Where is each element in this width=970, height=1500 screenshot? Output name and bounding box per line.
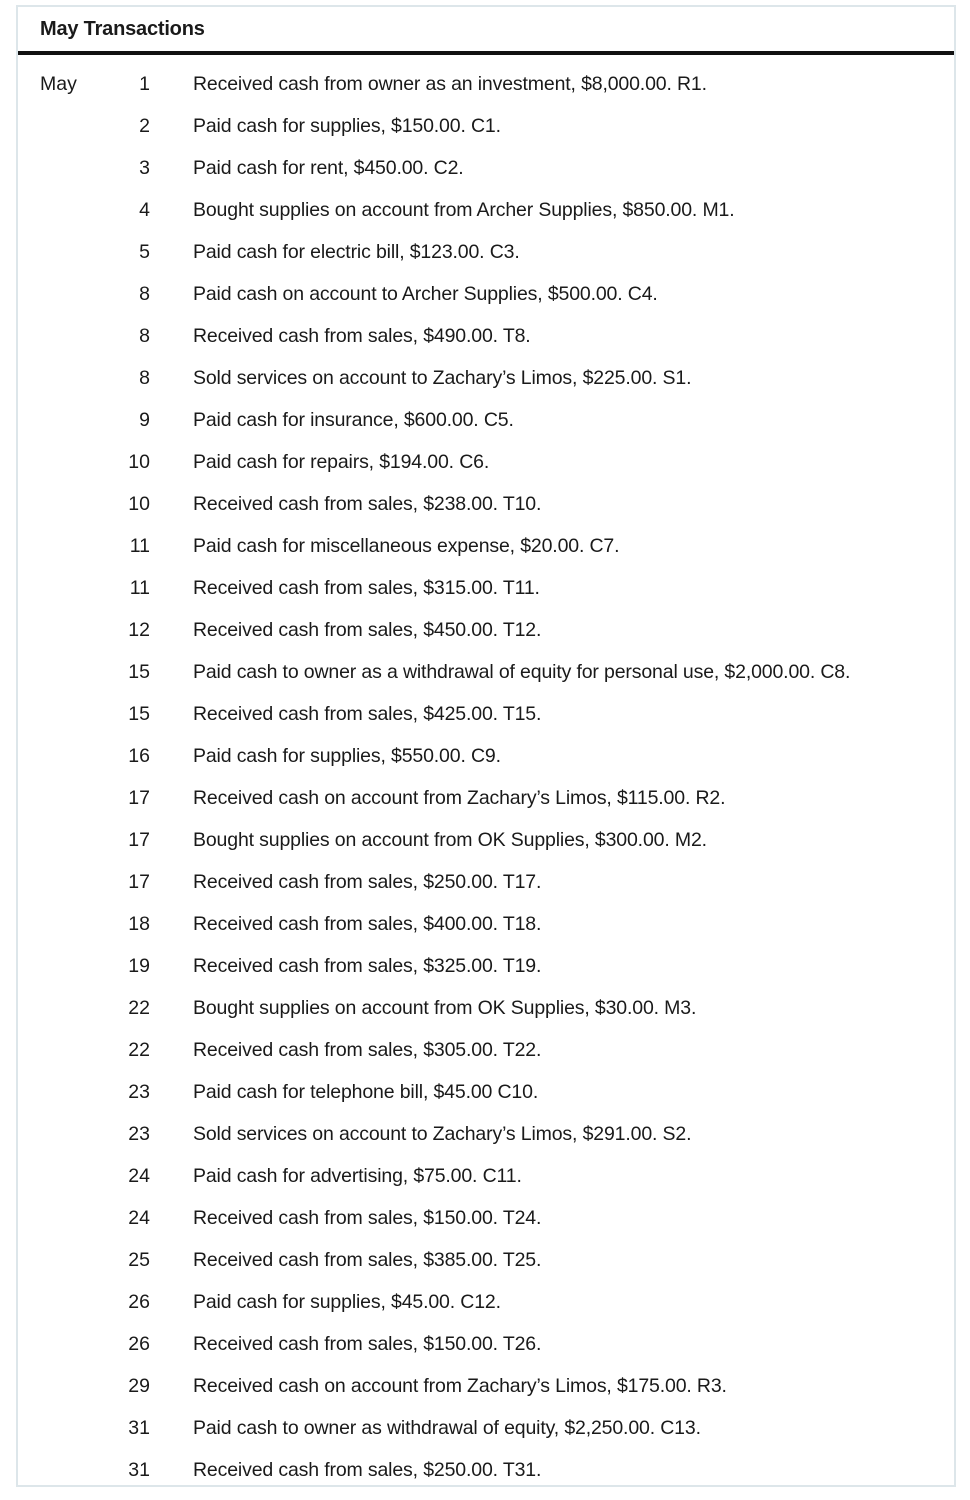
transaction-day: 25 <box>128 1249 150 1271</box>
transaction-row <box>18 651 954 693</box>
transaction-row <box>18 231 954 273</box>
transaction-day: 17 <box>128 829 150 851</box>
transaction-description: Paid cash on account to Archer Supplies, $500.00. C4. <box>193 283 658 305</box>
transaction-day: 11 <box>129 577 150 599</box>
transaction-row <box>18 861 954 903</box>
month-label: May <box>40 73 77 95</box>
transaction-day: 23 <box>128 1123 150 1145</box>
transaction-row <box>18 483 954 525</box>
transaction-row <box>18 1239 954 1281</box>
transaction-description: Received cash from sales, $250.00. T17. <box>193 871 542 893</box>
transaction-description: Paid cash for telephone bill, $45.00 C10. <box>193 1081 539 1103</box>
transaction-row <box>18 1029 954 1071</box>
transaction-row <box>18 105 954 147</box>
transaction-day: 18 <box>128 913 150 935</box>
transaction-row <box>18 1155 954 1197</box>
transaction-day: 3 <box>139 157 150 179</box>
transaction-row <box>18 1407 954 1449</box>
transaction-row <box>18 357 954 399</box>
transaction-description: Received cash from sales, $325.00. T19. <box>193 955 542 977</box>
transaction-description: Received cash from sales, $305.00. T22. <box>193 1039 542 1061</box>
transaction-row <box>18 609 954 651</box>
transaction-description: Received cash from owner as an investment, $8,000.00. R1. <box>193 73 707 95</box>
transaction-day: 9 <box>139 409 150 431</box>
transaction-row <box>18 693 954 735</box>
transaction-row <box>18 441 954 483</box>
transaction-description: Received cash from sales, $315.00. T11. <box>193 577 540 599</box>
transaction-day: 17 <box>128 871 150 893</box>
transaction-row <box>18 567 954 609</box>
transaction-day: 26 <box>128 1333 150 1355</box>
transaction-description: Paid cash for rent, $450.00. C2. <box>193 157 464 179</box>
transaction-day: 2 <box>139 115 150 137</box>
transaction-day: 31 <box>128 1459 150 1481</box>
transaction-row <box>18 945 954 987</box>
transaction-description: Paid cash for supplies, $45.00. C12. <box>193 1291 501 1313</box>
transaction-row <box>18 315 954 357</box>
transaction-description: Received cash from sales, $425.00. T15. <box>193 703 542 725</box>
transaction-day: 31 <box>128 1417 150 1439</box>
transaction-row <box>18 819 954 861</box>
panel-header <box>18 7 954 55</box>
transaction-day: 24 <box>128 1165 150 1187</box>
transaction-list <box>18 55 954 1491</box>
transaction-day: 8 <box>139 283 150 305</box>
transaction-day: 24 <box>128 1207 150 1229</box>
transaction-row <box>18 1323 954 1365</box>
transaction-description: Paid cash for electric bill, $123.00. C3. <box>193 241 520 263</box>
transaction-description: Bought supplies on account from OK Supplies, $30.00. M3. <box>193 997 697 1019</box>
transaction-day: 10 <box>128 451 150 473</box>
transaction-description: Paid cash for advertising, $75.00. C11. <box>193 1165 522 1187</box>
transaction-day: 1 <box>139 73 150 95</box>
transaction-day: 12 <box>128 619 150 641</box>
transaction-description: Received cash from sales, $250.00. T31. <box>193 1459 542 1481</box>
transaction-description: Received cash from sales, $238.00. T10. <box>193 493 542 515</box>
transaction-day: 19 <box>128 955 150 977</box>
transaction-description: Paid cash for insurance, $600.00. C5. <box>193 409 514 431</box>
transaction-day: 16 <box>128 745 150 767</box>
transaction-description: Received cash from sales, $150.00. T24. <box>193 1207 542 1229</box>
transaction-row <box>18 1449 954 1491</box>
transaction-description: Sold services on account to Zachary’s Limos, $291.00. S2. <box>193 1123 692 1145</box>
transaction-day: 17 <box>128 787 150 809</box>
transaction-description: Received cash on account from Zachary’s Limos, $175.00. R3. <box>193 1375 727 1397</box>
transaction-row <box>18 1071 954 1113</box>
transaction-description: Paid cash for repairs, $194.00. C6. <box>193 451 490 473</box>
transaction-day: 26 <box>128 1291 150 1313</box>
transaction-description: Bought supplies on account from OK Supplies, $300.00. M2. <box>193 829 707 851</box>
transaction-day: 22 <box>128 997 150 1019</box>
transaction-description: Bought supplies on account from Archer Supplies, $850.00. M1. <box>193 199 735 221</box>
transaction-row <box>18 735 954 777</box>
transaction-row <box>18 273 954 315</box>
transaction-row <box>18 525 954 567</box>
transaction-description: Received cash from sales, $385.00. T25. <box>193 1249 542 1271</box>
transaction-row <box>18 63 954 105</box>
transaction-day: 23 <box>128 1081 150 1103</box>
transaction-row <box>18 1113 954 1155</box>
transaction-row <box>18 1281 954 1323</box>
transaction-day: 8 <box>139 367 150 389</box>
transaction-description: Received cash on account from Zachary’s Limos, $115.00. R2. <box>193 787 726 809</box>
transaction-day: 4 <box>139 199 150 221</box>
transaction-description: Paid cash to owner as a withdrawal of equity for personal use, $2,000.00. C8. <box>193 661 851 683</box>
transaction-day: 15 <box>128 661 150 683</box>
transaction-day: 11 <box>129 535 150 557</box>
transaction-day: 5 <box>139 241 150 263</box>
transaction-row <box>18 903 954 945</box>
transaction-day: 8 <box>139 325 150 347</box>
transaction-description: Paid cash for miscellaneous expense, $20.00. C7. <box>193 535 620 557</box>
transaction-day: 22 <box>128 1039 150 1061</box>
transactions-panel <box>16 5 956 1487</box>
transaction-row <box>18 1365 954 1407</box>
transaction-description: Received cash from sales, $400.00. T18. <box>193 913 542 935</box>
transaction-row <box>18 987 954 1029</box>
transaction-description: Received cash from sales, $450.00. T12. <box>193 619 542 641</box>
transaction-day: 29 <box>128 1375 150 1397</box>
transaction-day: 10 <box>128 493 150 515</box>
transaction-description: Sold services on account to Zachary’s Limos, $225.00. S1. <box>193 367 692 389</box>
transaction-row <box>18 189 954 231</box>
transaction-description: Received cash from sales, $150.00. T26. <box>193 1333 542 1355</box>
transaction-day: 15 <box>128 703 150 725</box>
page-title: May Transactions <box>40 17 205 40</box>
transaction-description: Paid cash for supplies, $550.00. C9. <box>193 745 501 767</box>
transaction-row <box>18 399 954 441</box>
transaction-row <box>18 777 954 819</box>
transaction-row <box>18 147 954 189</box>
transaction-description: Paid cash to owner as withdrawal of equity, $2,250.00. C13. <box>193 1417 701 1439</box>
transaction-description: Paid cash for supplies, $150.00. C1. <box>193 115 501 137</box>
transaction-row <box>18 1197 954 1239</box>
transaction-description: Received cash from sales, $490.00. T8. <box>193 325 531 347</box>
